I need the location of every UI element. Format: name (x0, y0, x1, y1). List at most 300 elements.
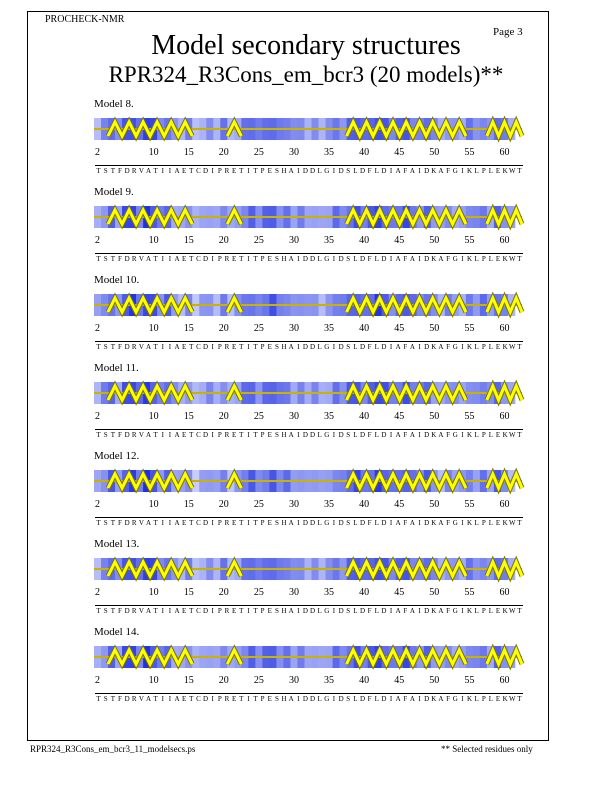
residue-letter: L (317, 519, 322, 527)
model-label: Model 14. (94, 626, 140, 638)
residue-letter: F (403, 695, 408, 703)
residue-letter: D (381, 519, 387, 527)
residue-letter: E (182, 695, 187, 703)
residue-letter: F (446, 167, 451, 175)
secondary-structure-strip (94, 206, 522, 230)
residue-letter: A (145, 343, 152, 351)
residue-letter: E (231, 431, 237, 439)
residue-letter: A (174, 519, 180, 527)
residue-letter: E (495, 255, 501, 263)
residue-letter: L (353, 343, 358, 351)
residue-letter: T (239, 431, 244, 439)
residue-number-label: 40 (359, 235, 370, 246)
residue-letter: D (124, 255, 130, 263)
residue-letter: A (288, 343, 294, 351)
residue-letter: I (389, 343, 393, 351)
sequence-row (95, 165, 523, 178)
residue-letter: L (353, 167, 358, 175)
residue-letter: T (517, 167, 522, 175)
residue-letter: L (474, 167, 479, 175)
residue-letter: D (359, 343, 366, 351)
residue-letter: D (302, 255, 308, 263)
residue-letter: I (168, 695, 172, 703)
residue-letter: K (431, 695, 437, 703)
residue-letter: I (211, 519, 214, 527)
residue-letter: D (424, 519, 430, 527)
residue-letter: I (461, 519, 464, 527)
residue-letter: P (260, 519, 265, 527)
residue-letter: W (508, 519, 516, 527)
residue-number-label: 15 (183, 235, 194, 246)
residue-letter: L (317, 167, 322, 175)
residue-letter: T (96, 695, 101, 703)
residue-letter: H (281, 343, 287, 351)
residue-letter: I (168, 431, 172, 439)
residue-letter: I (389, 431, 393, 439)
residue-letter: D (203, 695, 209, 703)
residue-letter: I (161, 695, 164, 703)
residue-letter: I (332, 255, 336, 263)
residue-letter: I (389, 519, 393, 527)
residue-number-label: 45 (394, 323, 405, 334)
residue-letter: T (110, 167, 115, 175)
residue-number-label: 20 (218, 411, 229, 422)
residue-letter: I (332, 167, 336, 175)
residue-letter: L (353, 519, 358, 527)
residue-letter: I (247, 167, 250, 175)
residue-number-label: 10 (148, 147, 159, 158)
secondary-structure-strip (94, 470, 522, 494)
residue-letter: D (338, 167, 344, 175)
residue-letter: P (260, 695, 265, 703)
sequence-row (95, 693, 523, 706)
residue-number-label: 15 (183, 411, 194, 422)
residue-letter: K (466, 695, 473, 703)
residue-letter: K (502, 607, 508, 615)
residue-number-label: 15 (183, 587, 194, 598)
residue-letter: W (508, 255, 516, 263)
residue-letter: D (359, 167, 366, 175)
residue-number-label: 20 (218, 499, 229, 510)
residue-letter: D (124, 167, 130, 175)
residue-letter: A (438, 167, 444, 175)
residue-letter: P (260, 167, 265, 175)
residue-letter: G (452, 343, 458, 351)
residue-number-label: 55 (464, 323, 475, 334)
residue-letter: F (118, 431, 122, 439)
residue-letter: T (517, 607, 522, 615)
residue-letter: V (138, 695, 144, 703)
residue-letter: D (124, 607, 130, 615)
residue-letter: T (110, 343, 115, 351)
residue-letter: I (247, 431, 250, 439)
residue-letter: T (189, 343, 194, 351)
residue-letter: D (124, 431, 130, 439)
page-number: Page 3 (493, 26, 523, 38)
residue-number-label: 10 (148, 323, 159, 334)
residue-letter: T (239, 695, 244, 703)
residue-letter: I (418, 607, 421, 615)
residue-letter: K (502, 519, 508, 527)
residue-letter: S (274, 431, 279, 439)
residue-letter: C (196, 519, 201, 527)
residue-number-label: 50 (429, 235, 440, 246)
residue-letter: H (281, 519, 287, 527)
residue-number-label: 30 (288, 323, 299, 334)
residue-letter: L (488, 167, 494, 175)
residue-letter: E (231, 343, 237, 351)
residue-letter: L (488, 255, 494, 263)
residue-letter: D (424, 343, 430, 351)
residue-letter: V (138, 607, 144, 615)
residue-letter: I (461, 255, 464, 263)
residue-letter: T (153, 343, 158, 351)
residue-letter: D (359, 431, 366, 439)
residue-letter: K (502, 255, 508, 263)
residue-letter: I (297, 167, 300, 175)
residue-letter: S (103, 431, 108, 439)
residue-letter: I (297, 519, 300, 527)
residue-letter: S (103, 519, 108, 527)
residue-letter: A (395, 343, 401, 351)
residue-number-label: 10 (148, 499, 159, 510)
residue-letter: C (196, 695, 201, 703)
residue-letter: A (409, 607, 415, 615)
residue-number-label: 15 (183, 499, 194, 510)
residue-letter: T (96, 343, 101, 351)
residue-letter: A (288, 519, 294, 527)
residue-letter: R (224, 431, 230, 439)
residue-letter: F (118, 607, 122, 615)
residue-letter: S (274, 167, 279, 175)
residue-letter: K (431, 607, 437, 615)
residue-letter: I (161, 607, 164, 615)
residue-letter: R (131, 519, 137, 527)
residue-letter: G (452, 607, 458, 615)
residue-number-label: 45 (394, 235, 405, 246)
residue-number-label: 50 (429, 587, 440, 598)
residue-letter: K (431, 431, 437, 439)
model-row (0, 362, 612, 452)
residue-letter: A (145, 519, 152, 527)
residue-number-label: 20 (218, 323, 229, 334)
residue-letter: P (481, 431, 486, 439)
residue-letter: D (338, 343, 344, 351)
residue-letter: D (359, 607, 366, 615)
residue-number-label: 45 (394, 675, 405, 686)
residue-letter: A (174, 695, 180, 703)
sequence-row (95, 429, 523, 442)
residue-letter: R (131, 695, 137, 703)
residue-letter: E (182, 431, 187, 439)
residue-letter: L (488, 519, 494, 527)
residue-letter: I (389, 695, 393, 703)
residue-letter: D (302, 695, 308, 703)
residue-letter: I (211, 607, 214, 615)
residue-letter: R (131, 343, 137, 351)
residue-letter: F (446, 519, 451, 527)
residue-number-label: 45 (394, 147, 405, 158)
residue-letter: S (103, 343, 108, 351)
residue-letter: T (253, 255, 258, 263)
residue-letter: F (118, 519, 122, 527)
residue-letter: A (438, 255, 444, 263)
residue-letter: K (502, 695, 508, 703)
residue-number-label: 55 (464, 587, 475, 598)
footer-filename: RPR324_R3Cons_em_bcr3_11_modelsecs.ps (30, 744, 196, 754)
residue-number-label: 35 (324, 323, 335, 334)
residue-letter: R (224, 167, 230, 175)
residue-letter: I (297, 255, 300, 263)
residue-letter: D (310, 431, 316, 439)
residue-letter: I (461, 167, 464, 175)
residue-letter: I (297, 695, 300, 703)
residue-number-label: 2 (95, 675, 100, 686)
residue-letter: V (138, 255, 144, 263)
residue-letter: T (517, 343, 522, 351)
residue-number-label: 35 (324, 235, 335, 246)
residue-letter: D (310, 167, 316, 175)
residue-letter: A (145, 695, 152, 703)
residue-letter: A (395, 519, 401, 527)
program-name: PROCHECK-NMR (45, 14, 125, 25)
residue-letter: D (424, 431, 430, 439)
residue-letter: I (418, 167, 421, 175)
residue-number-label: 60 (499, 499, 510, 510)
residue-letter: P (217, 167, 222, 175)
residue-letter: R (224, 343, 230, 351)
model-label: Model 8. (94, 98, 134, 110)
residue-number-label: 40 (359, 411, 370, 422)
residue-letter: D (424, 607, 430, 615)
residue-letter: E (495, 519, 501, 527)
residue-letter: E (182, 343, 187, 351)
residue-letter: R (224, 255, 230, 263)
residue-letter: F (118, 167, 122, 175)
residue-letter: G (324, 167, 330, 175)
residue-letter: D (310, 255, 316, 263)
residue-letter: T (253, 167, 258, 175)
residue-letter: E (495, 607, 501, 615)
residue-letter: I (247, 695, 250, 703)
residue-letter: I (161, 167, 164, 175)
residue-letter: F (403, 255, 408, 263)
residue-letter: P (217, 255, 222, 263)
residue-letter: L (353, 607, 358, 615)
residue-number-label: 60 (499, 323, 510, 334)
residue-letter: D (381, 343, 387, 351)
residue-number-label: 40 (359, 587, 370, 598)
residue-letter: F (367, 695, 372, 703)
residue-letter: E (231, 519, 237, 527)
residue-letter: A (409, 255, 415, 263)
residue-number-label: 20 (218, 587, 229, 598)
residue-letter: F (367, 343, 372, 351)
residue-number-label: 20 (218, 675, 229, 686)
residue-letter: H (281, 167, 287, 175)
residue-letter: D (203, 431, 209, 439)
residue-number-label: 15 (183, 675, 194, 686)
residue-letter: I (418, 519, 421, 527)
residue-letter: T (239, 343, 244, 351)
residue-number-label: 25 (253, 411, 264, 422)
residue-letter: W (508, 167, 516, 175)
residue-letter: E (267, 431, 272, 439)
residue-letter: T (239, 255, 244, 263)
residue-letter: A (174, 343, 180, 351)
secondary-structure-strip (94, 646, 522, 670)
secondary-structure-strip (94, 382, 522, 406)
residue-letter: C (196, 343, 201, 351)
residue-letter: P (217, 695, 222, 703)
residue-letter: L (374, 255, 379, 263)
residue-letter: D (302, 167, 308, 175)
residue-letter: A (174, 607, 180, 615)
residue-number-label: 10 (148, 675, 159, 686)
residue-letter: S (346, 431, 351, 439)
residue-letter: I (211, 255, 214, 263)
residue-letter: R (224, 519, 230, 527)
residue-letter: K (502, 343, 508, 351)
residue-letter: L (474, 255, 479, 263)
residue-letter: D (338, 431, 344, 439)
residue-letter: T (110, 695, 115, 703)
residue-letter: T (96, 255, 101, 263)
residue-letter: G (324, 431, 330, 439)
residue-number-label: 30 (288, 235, 299, 246)
residue-letter: T (189, 519, 194, 527)
residue-letter: T (153, 695, 158, 703)
residue-letter: T (253, 431, 258, 439)
residue-letter: D (381, 167, 387, 175)
residue-letter: D (302, 607, 308, 615)
residue-letter: S (103, 695, 108, 703)
residue-number-label: 20 (218, 147, 229, 158)
residue-number-label: 10 (148, 411, 159, 422)
residue-letter: I (161, 431, 164, 439)
residue-number-label: 2 (95, 235, 100, 246)
sequence-row (95, 253, 523, 266)
residue-number-label: 40 (359, 675, 370, 686)
secondary-structure-strip (94, 294, 522, 318)
residue-letter: D (310, 343, 316, 351)
residue-letter: V (138, 519, 144, 527)
residue-letter: F (446, 607, 451, 615)
residue-number-label: 45 (394, 499, 405, 510)
model-row (0, 538, 612, 628)
residue-letter: R (131, 167, 137, 175)
residue-number-label: 20 (218, 235, 229, 246)
model-label: Model 9. (94, 186, 134, 198)
residue-letter: P (217, 343, 222, 351)
page-subtitle: RPR324_R3Cons_em_bcr3 (20 models)** (108, 62, 504, 87)
residue-letter: E (182, 255, 187, 263)
residue-letter: T (96, 607, 101, 615)
residue-number-label: 55 (464, 235, 475, 246)
residue-number-axis (0, 675, 612, 689)
residue-letter: I (418, 431, 421, 439)
residue-number-label: 60 (499, 411, 510, 422)
residue-letter: E (495, 431, 501, 439)
residue-number-label: 60 (499, 587, 510, 598)
residue-letter: L (488, 695, 494, 703)
residue-letter: A (288, 607, 294, 615)
residue-letter: P (260, 607, 265, 615)
residue-letter: D (424, 695, 430, 703)
residue-letter: A (409, 695, 415, 703)
residue-letter: W (508, 343, 516, 351)
residue-letter: I (297, 431, 300, 439)
residue-letter: C (196, 167, 201, 175)
residue-letter: I (461, 431, 464, 439)
residue-letter: A (395, 431, 401, 439)
residue-letter: P (260, 255, 265, 263)
residue-letter: I (211, 167, 214, 175)
residue-letter: I (168, 167, 172, 175)
residue-letter: T (253, 607, 258, 615)
model-label: Model 13. (94, 538, 140, 550)
residue-letter: A (409, 167, 415, 175)
residue-letter: I (247, 519, 250, 527)
residue-letter: V (138, 431, 144, 439)
residue-letter: C (196, 431, 201, 439)
residue-number-label: 55 (464, 147, 475, 158)
residue-letter: S (103, 255, 108, 263)
residue-letter: K (466, 431, 473, 439)
residue-letter: D (338, 695, 344, 703)
residue-letter: P (481, 343, 486, 351)
residue-number-label: 50 (429, 675, 440, 686)
residue-letter: G (452, 167, 458, 175)
residue-number-label: 25 (253, 147, 264, 158)
residue-letter: T (110, 431, 115, 439)
residue-number-label: 50 (429, 323, 440, 334)
residue-letter: S (346, 167, 351, 175)
residue-letter: K (431, 167, 437, 175)
residue-letter: F (446, 431, 451, 439)
residue-letter: F (403, 167, 408, 175)
residue-letter: I (247, 255, 250, 263)
residue-letter: I (461, 607, 464, 615)
residue-letter: E (267, 519, 272, 527)
page-title: Model secondary structures (151, 30, 461, 61)
residue-number-label: 45 (394, 587, 405, 598)
residue-letter: T (189, 431, 194, 439)
residue-letter: D (310, 607, 316, 615)
residue-letter: S (346, 607, 351, 615)
residue-letter: L (353, 255, 358, 263)
residue-letter: T (239, 519, 244, 527)
residue-letter: S (346, 695, 351, 703)
residue-letter: I (332, 343, 336, 351)
residue-letter: S (274, 695, 279, 703)
residue-letter: S (346, 255, 351, 263)
residue-letter: I (211, 343, 214, 351)
residue-letter: R (131, 255, 137, 263)
residue-letter: A (438, 607, 444, 615)
residue-letter: T (96, 167, 101, 175)
residue-number-label: 15 (183, 147, 194, 158)
residue-number-label: 55 (464, 499, 475, 510)
residue-letter: I (297, 607, 300, 615)
residue-letter: F (118, 695, 122, 703)
residue-letter: A (438, 695, 444, 703)
residue-letter: A (409, 519, 415, 527)
residue-letter: S (103, 607, 108, 615)
residue-number-label: 45 (394, 411, 405, 422)
residue-number-label: 60 (499, 147, 510, 158)
residue-letter: I (461, 695, 464, 703)
